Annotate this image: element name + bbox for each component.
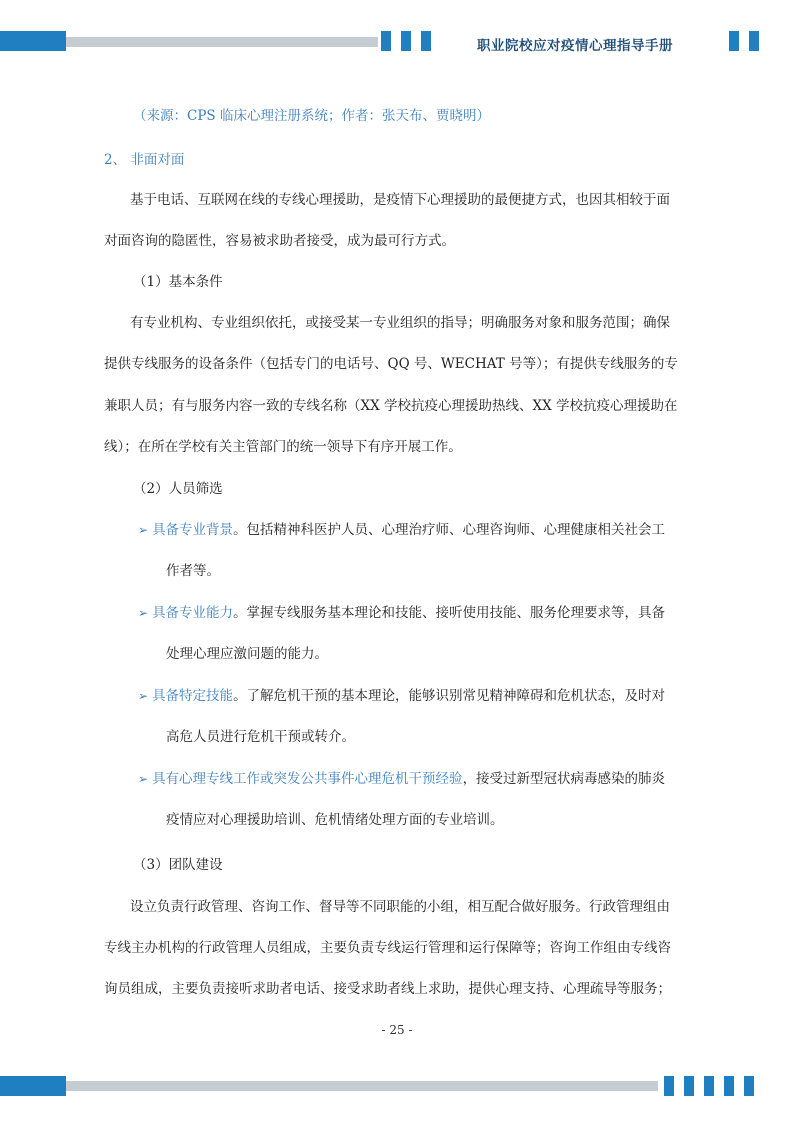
header-block-5 [749,31,759,51]
bullet-text: 。了解危机干预的基本理论，能够识别常见精神障碍和危机状态，及时对 [233,688,666,704]
bullet-text: 。掌握专线服务基本理论和技能、接听使用技能、服务伦理要求等，具备 [233,605,666,621]
sub3-line-3: 询员组成，主要负责接听求助者电话、接受求助者线上求助，提供心理支持、心理疏导等服务； [104,981,671,997]
footer-block-1 [664,1076,674,1096]
header-block-3 [421,31,431,51]
header-block-2 [401,31,411,51]
source-note: （来源：CPS 临床心理注册系统；作者：张天布、贾晓明） [133,108,490,124]
bullet-label: 具有心理专线工作或突发公共事件心理危机干预经验 [152,771,463,787]
bullet-text: 。包括精神科医护人员、心理治疗师、心理咨询师、心理健康相关社会工 [233,522,666,538]
sub1-line-2: 提供专线服务的设备条件（包括专门的电话号、QQ 号、WECHAT 号等）；有提供专线服务的专 [104,356,678,372]
header-bar-blue [0,31,66,51]
sub1-heading: （1）基本条件 [133,274,223,290]
bullet-item [138,769,665,789]
arrow-bullet-icon: ➢ [138,689,149,703]
footer-block-5 [744,1076,754,1096]
bullet-continuation: 作者等。 [166,563,220,579]
footer-block-3 [704,1076,714,1096]
bullet-item [138,520,665,540]
footer-block-4 [724,1076,734,1096]
bullet-item [138,603,665,623]
arrow-bullet-icon: ➢ [138,606,149,620]
header-block-1 [381,31,391,51]
bullet-item [138,686,665,706]
bullet-continuation: 处理心理应激问题的能力。 [166,646,328,662]
bullet-label: 具备专业能力 [152,605,234,621]
bullet-continuation: 高危人员进行危机干预或转介。 [166,729,355,745]
sub1-line-1: 有专业机构、专业组织依托，或接受某一专业组织的指导；明确服务对象和服务范围；确保 [130,315,670,331]
page-number: - 25 - [381,1023,413,1037]
bullet-continuation: 疫情应对心理援助培训、危机情绪处理方面的专业培训。 [166,812,504,828]
sub3-heading: （3）团队建设 [133,857,223,873]
arrow-bullet-icon: ➢ [138,523,149,537]
bullet-text: ，接受过新型冠状病毒感染的肺炎 [462,771,666,787]
sub2-heading: （2）人员筛选 [133,481,223,497]
header-bar-gray [66,37,378,47]
sub1-line-3: 兼职人员；有与服务内容一致的专线名称（XX 学校抗疫心理援助热线、XX 学校抗疫心理援助在 [104,398,678,414]
bullet-label: 具备特定技能 [152,688,234,704]
header-block-4 [729,31,739,51]
sub1-line-4: 线）；在所在学校有关主管部门的统一领导下有序开展工作。 [104,439,462,455]
arrow-bullet-icon: ➢ [138,772,149,786]
header-title: 职业院校应对疫情心理指导手册 [477,38,673,54]
footer-bar-gray [66,1081,658,1091]
footer-block-2 [684,1076,694,1096]
intro-line-1: 基于电话、互联网在线的专线心理援助，是疫情下心理援助的最便捷方式，也因其相较于面 [130,192,670,208]
footer-bar-blue [0,1076,66,1096]
intro-line-2: 对面咨询的隐匿性，容易被求助者接受，成为最可行方式。 [104,233,455,249]
sub3-line-2: 专线主办机构的行政管理人员组成，主要负责专线运行管理和运行保障等；咨询工作组由专线咨 [104,940,671,956]
sub3-line-1: 设立负责行政管理、咨询工作、督导等不同职能的小组，相互配合做好服务。行政管理组由 [130,899,670,915]
bullet-label: 具备专业背景 [152,522,234,538]
section-heading: 2、 非面对面 [104,152,185,168]
